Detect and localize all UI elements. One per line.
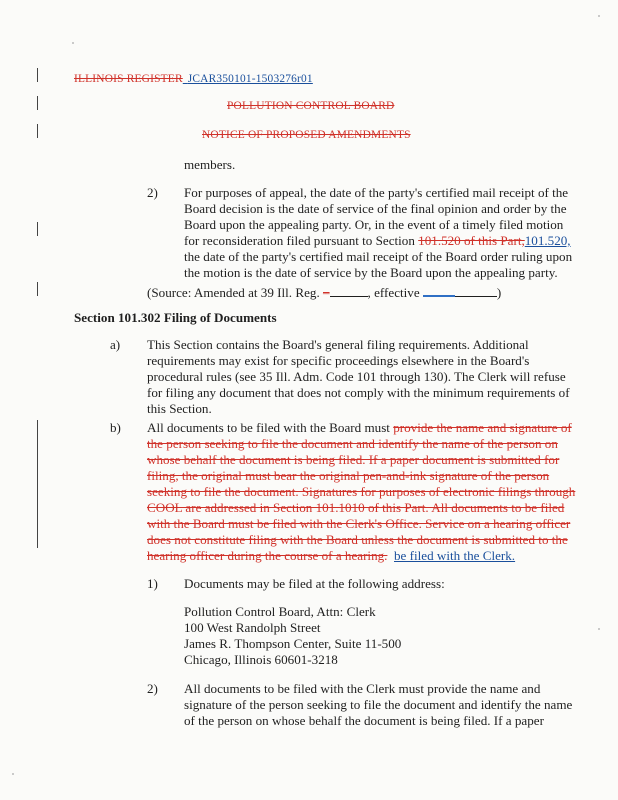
item2-line: the motion is the date of service by the Board upon the appealing party. — [184, 265, 558, 280]
address-line: Pollution Control Board, Attn: Clerk — [184, 604, 376, 619]
para-b-line — [147, 548, 515, 564]
item2-line: the date of the party's certified mail receipt of the Board order ruling upon — [184, 249, 573, 264]
item-number: 1) — [147, 576, 158, 591]
inserted-text: 101.520, — [524, 233, 571, 248]
item2-line: Board decision is the date of service of the final opinion and order by the — [184, 201, 567, 216]
scan-speck — [598, 628, 600, 630]
deleted-line: does not constitute filing with the Board unless the document is submitted to the — [147, 532, 568, 547]
change-bar — [37, 96, 38, 110]
sub1-text: Documents may be filed at the following address: — [184, 576, 445, 591]
register-deleted: ILLINOIS REGISTER — [74, 73, 183, 85]
para-a-line: requirements may exist for specific proceedings elsewhere in the Board's — [147, 353, 530, 368]
notice-header: NOTICE OF PROPOSED AMENDMENTS — [202, 129, 411, 141]
para-a-line: This Section contains the Board's general filing requirements. Additional — [147, 337, 529, 352]
blank-field-inserted — [423, 284, 455, 297]
board-header: POLLUTION CONTROL BOARD — [227, 100, 395, 112]
para-a-line: for filing any document that does not comply with the minimum requirements of — [147, 385, 570, 400]
para-a-line: procedural rules (see 35 Ill. Adm. Code 101 through 130). The Clerk will refuse — [147, 369, 566, 384]
change-bar — [37, 222, 38, 236]
address-line: Chicago, Illinois 60601-3218 — [184, 652, 338, 667]
scan-speck — [12, 773, 14, 775]
source-note: (Source: Amended at 39 Ill. Reg. – , effective ) — [147, 285, 502, 300]
section-title: Section 101.302 Filing of Documents — [74, 310, 277, 325]
sub2-line: signature of the person seeking to file the document and identify the name — [184, 697, 573, 712]
item2-line: Board upon the appealing party. Or, in the event of a timely filed motion — [184, 217, 564, 232]
item-label: a) — [110, 337, 121, 352]
change-bar — [37, 68, 38, 82]
para-b-line: All documents to be filed with the Board must provide the name and signature of — [147, 420, 572, 435]
deleted-line: with the Board must be filed with the Clerk's Office. Service on a hearing officer — [147, 516, 571, 531]
inserted-text: be filed with the Clerk. — [394, 548, 516, 563]
item-number: 2) — [147, 681, 158, 696]
item2-line: For purposes of appeal, the date of the party's certified mail receipt of the — [184, 185, 569, 200]
item2-line: for reconsideration filed pursuant to Section 101.520 of this Part,101.520, — [184, 233, 571, 248]
deleted-text: hearing officer during the course of a hearing. — [147, 548, 388, 563]
deleted-line: seeking to file the document. Signatures for purposes of electronic filings through — [147, 484, 576, 499]
address-line: James R. Thompson Center, Suite 11-500 — [184, 636, 402, 651]
deleted-text: 101.520 of this Part, — [418, 233, 525, 248]
item-label: b) — [110, 420, 121, 435]
blank-field — [455, 284, 497, 297]
para-a-line: this Section. — [147, 401, 212, 416]
deleted-line: the person seeking to file the document and identify the name of the person on — [147, 436, 558, 451]
change-bar — [37, 420, 38, 548]
jcar-reference: JCAR350101-1503276r01 — [187, 73, 313, 85]
sub2-line: All documents to be filed with the Clerk must provide the name and — [184, 681, 541, 696]
deleted-line: COOL are addressed in Section 101.1010 of this Part. All documents to be filed — [147, 500, 565, 515]
register-header — [74, 73, 313, 85]
continuation-text: members. — [184, 157, 236, 172]
change-bar — [37, 124, 38, 138]
item-number: 2) — [147, 185, 158, 200]
deleted-line: whose behalf the document is being filed. If a paper document is submitted for — [147, 452, 560, 467]
sub2-line: of the person on whose behalf the document is being filed. If a paper — [184, 713, 544, 728]
scan-speck — [72, 42, 74, 44]
scan-speck — [598, 15, 600, 17]
deleted-text: provide the name and signature of — [393, 420, 572, 435]
change-bar — [37, 282, 38, 296]
blank-field — [330, 284, 368, 297]
deleted-line: filing, the original must bear the original pen-and-ink signature of the person — [147, 468, 550, 483]
address-line: 100 West Randolph Street — [184, 620, 321, 635]
